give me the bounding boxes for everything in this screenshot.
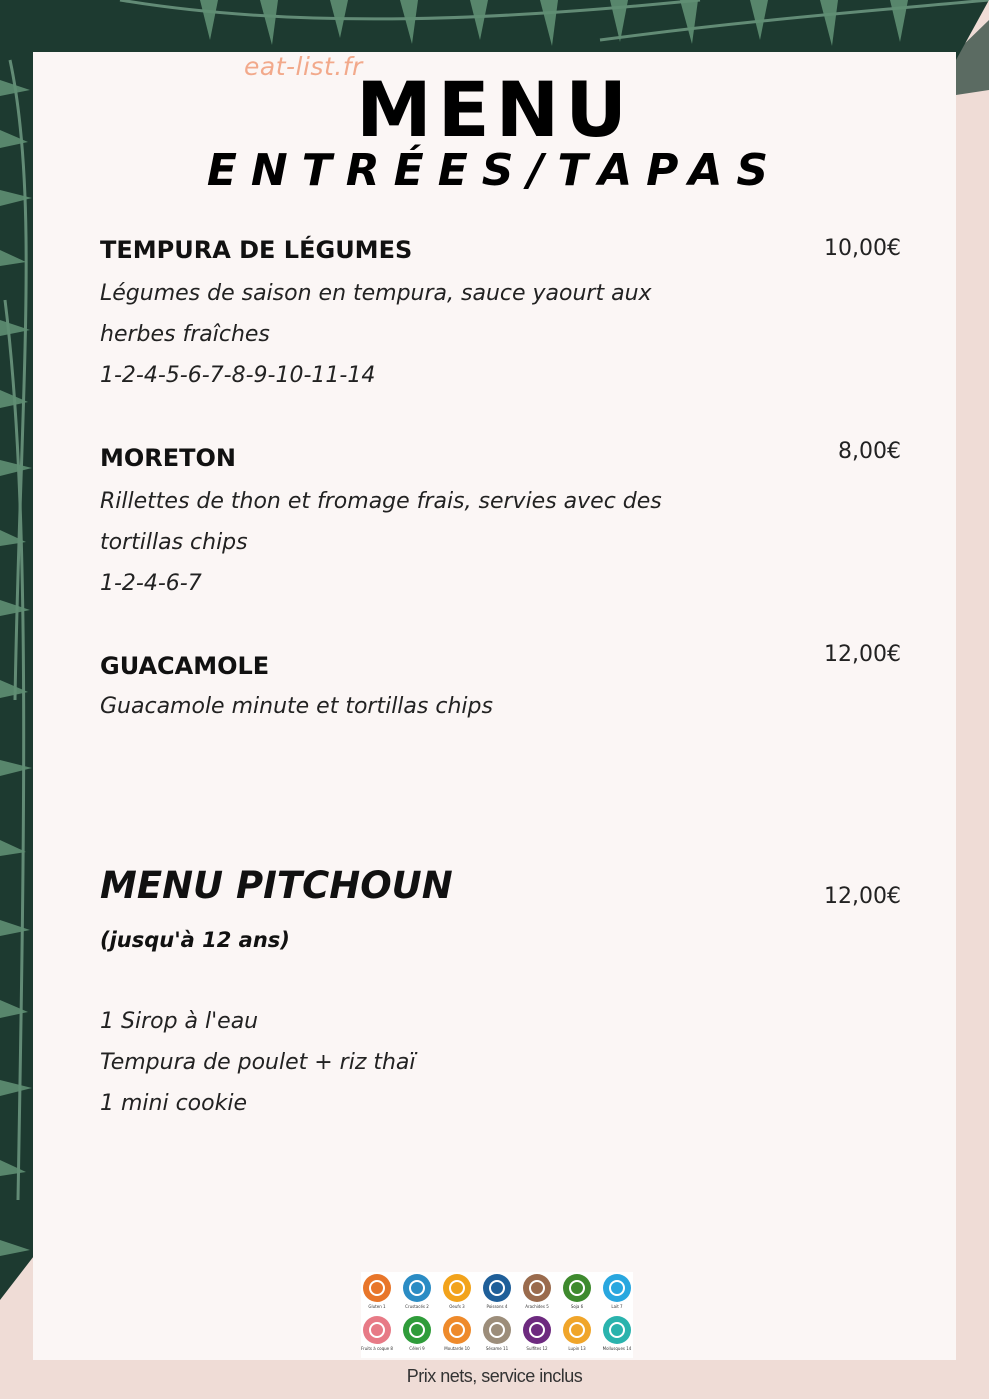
menu-item-price: 12,00€ <box>824 642 901 667</box>
celery-icon <box>403 1316 431 1344</box>
kids-menu-line: 1 mini cookie <box>100 1091 247 1116</box>
menu-item-name: TEMPURA DE LÉGUMES <box>100 236 413 264</box>
menu-item-description: herbes fraîches <box>100 322 270 347</box>
allergen-label: Moutarde 10 <box>444 1346 470 1351</box>
allergen-label: Gluten 1 <box>368 1304 386 1309</box>
allergen-label: Oeufs 3 <box>449 1304 465 1309</box>
page-title: MENU <box>356 65 633 154</box>
allergen-label: Sulfites 12 <box>526 1346 548 1351</box>
section-subtitle: ENTRÉES/TAPAS <box>206 145 783 196</box>
lupin-icon <box>563 1316 591 1344</box>
menu-item-price: 8,00€ <box>838 439 901 464</box>
menu-item-allergens: 1-2-4-5-6-7-8-9-10-11-14 <box>100 363 376 388</box>
menu-item-price: 10,00€ <box>824 236 901 261</box>
sesame-icon <box>483 1316 511 1344</box>
allergen-label: Lupin 13 <box>568 1346 586 1351</box>
allergen-label: Crustacés 2 <box>405 1304 429 1309</box>
kids-menu-title: MENU PITCHOUN <box>100 864 453 907</box>
menu-item-description: tortillas chips <box>100 530 248 555</box>
menu-item-name: MORETON <box>100 444 237 472</box>
watermark-text: eat-list.fr <box>244 52 363 81</box>
allergen-label: Arachides 5 <box>525 1304 549 1309</box>
footer-note: Prix nets, service inclus <box>406 1366 583 1386</box>
kids-menu-subtitle: (jusqu'à 12 ans) <box>100 928 290 952</box>
shell-icon <box>603 1316 631 1344</box>
crab-icon <box>403 1274 431 1302</box>
allergen-label: Mollusques 14 <box>602 1346 632 1351</box>
menu-item-description: Légumes de saison en tempura, sauce yaourt aux <box>100 281 652 306</box>
menu-item-name: GUACAMOLE <box>100 652 270 680</box>
wheat-icon <box>363 1274 391 1302</box>
fish-icon <box>483 1274 511 1302</box>
soy-icon <box>563 1274 591 1302</box>
kids-menu-line: Tempura de poulet + riz thaï <box>100 1050 416 1075</box>
sulphite-icon <box>523 1316 551 1344</box>
allergen-label: Fruits à coque 8 <box>361 1346 393 1351</box>
allergen-label: Poissons 4 <box>486 1304 508 1309</box>
menu-item-allergens: 1-2-4-6-7 <box>100 571 202 596</box>
peanut-icon <box>523 1274 551 1302</box>
allergen-label: Sésame 11 <box>485 1346 509 1351</box>
allergen-label: Lait 7 <box>611 1304 623 1309</box>
allergen-label: Soja 6 <box>570 1304 584 1309</box>
kids-menu-line: 1 Sirop à l'eau <box>100 1009 259 1034</box>
milk-icon <box>603 1274 631 1302</box>
allergen-label: Céleri 9 <box>409 1346 425 1351</box>
menu-item-description: Rillettes de thon et fromage frais, servies avec des <box>100 489 662 514</box>
allergen-legend <box>361 1272 633 1358</box>
kids-menu-price: 12,00€ <box>824 884 901 909</box>
menu-item-description: Guacamole minute et tortillas chips <box>100 694 493 719</box>
nut-icon <box>363 1316 391 1344</box>
mustard-icon <box>443 1316 471 1344</box>
egg-icon <box>443 1274 471 1302</box>
